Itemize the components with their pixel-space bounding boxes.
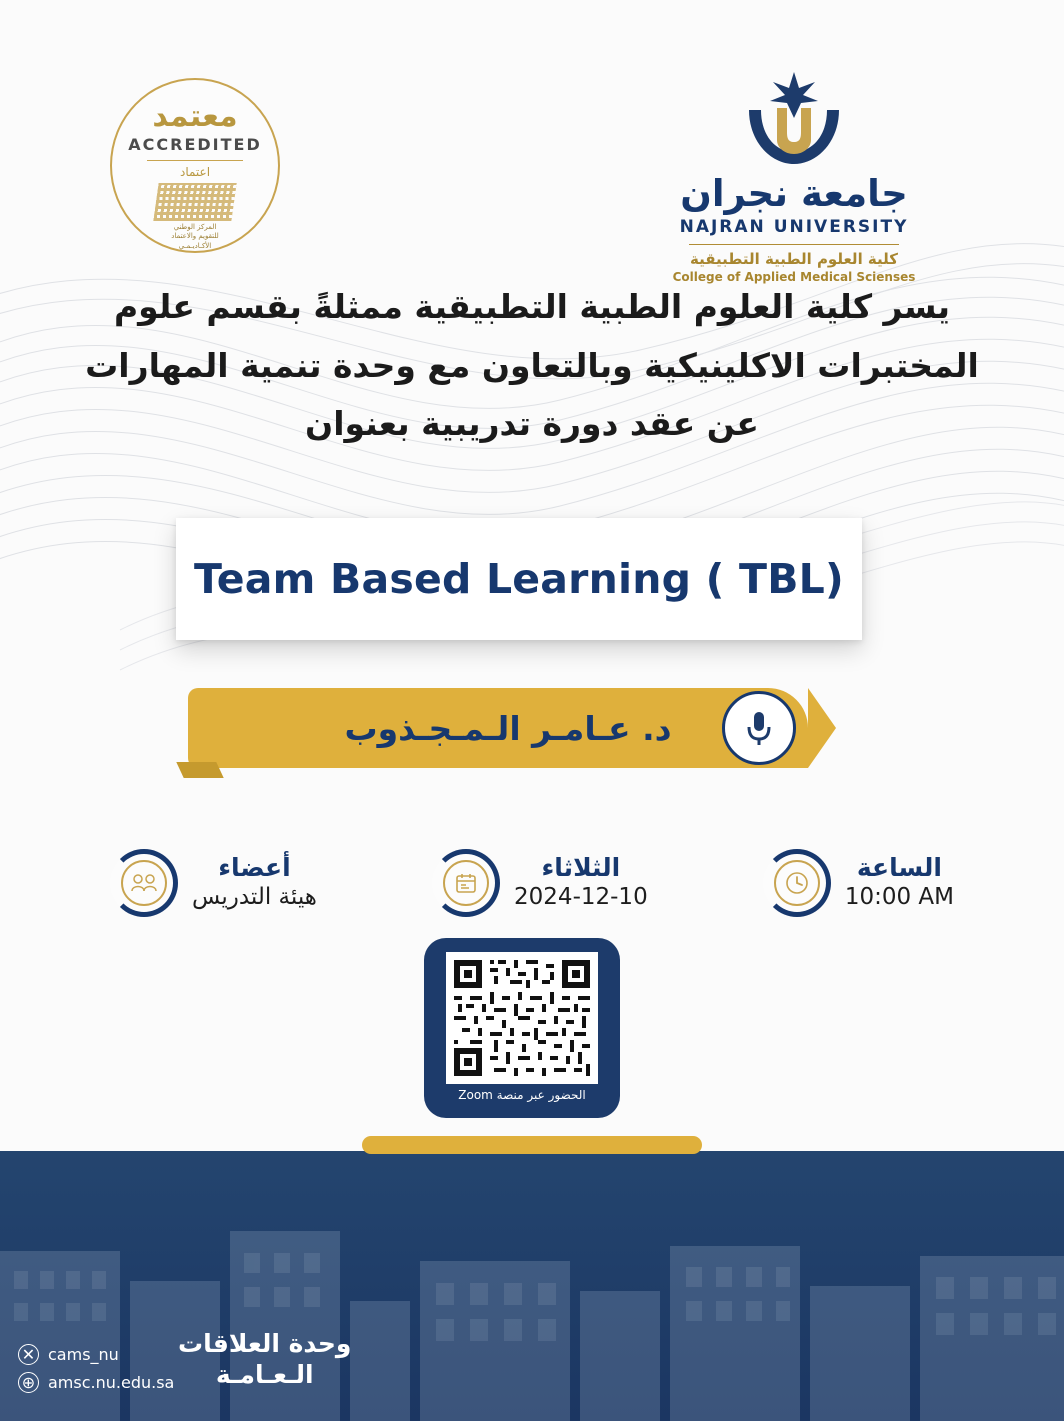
info-value: 2024-12-10: [514, 884, 648, 910]
accreditation-arabic-label: معتمد: [152, 99, 238, 134]
users-icon: [110, 849, 178, 917]
accreditation-pattern-icon: [153, 183, 236, 221]
qr-card[interactable]: [424, 938, 620, 1118]
course-title-block: [176, 518, 862, 640]
qr-code-icon[interactable]: [446, 952, 598, 1084]
globe-icon: ⊕: [18, 1372, 39, 1393]
footer: [0, 1151, 1064, 1421]
college-name-en: College of Applied Medical Scienses: [672, 270, 916, 284]
university-name-ar: جامعة نجران: [680, 172, 908, 215]
info-text-group: [192, 854, 317, 912]
clock-inner: [774, 860, 820, 906]
microphone-icon: [722, 691, 796, 765]
footer-unit-line-1: وحدة العلاقات: [178, 1329, 352, 1358]
accreditation-badge: [110, 78, 280, 253]
footer-website-line[interactable]: [18, 1372, 174, 1393]
footer-divider-pill: [362, 1136, 702, 1154]
info-text-group: [514, 854, 648, 912]
footer-contact: [18, 1337, 174, 1393]
speaker-ribbon: [188, 688, 838, 768]
accreditation-center-line-2: للتقويم والاعتماد: [171, 232, 219, 241]
page-title: Team Based Learning ( TBL): [194, 555, 844, 603]
info-item-date: [432, 849, 648, 917]
info-item-audience: [110, 849, 317, 917]
ribbon-tail: [176, 762, 223, 778]
footer-social-line[interactable]: [18, 1344, 174, 1365]
info-label: أعضاء: [218, 853, 291, 883]
accreditation-english-label: ACCREDITED: [128, 135, 262, 154]
info-label: الثلاثاء: [541, 853, 621, 883]
accreditation-center-line-3: الأكـاديـمـي: [178, 241, 212, 250]
footer-unit-line-2: الـعـامـة: [215, 1360, 314, 1389]
calendar-inner: [443, 860, 489, 906]
university-logo: [629, 70, 959, 284]
footer-social-handle: cams_nu: [48, 1345, 119, 1364]
accreditation-center-line-1: المركز الوطني: [173, 222, 217, 231]
college-name-ar: كلية العلوم الطبية التطبيقية: [690, 250, 898, 268]
calendar-icon: [432, 849, 500, 917]
clock-icon: [763, 849, 831, 917]
info-value: 10:00 AM: [844, 884, 954, 910]
footer-unit-name: [178, 1329, 351, 1389]
intro-paragraph: يسر كلية العلوم الطبية التطبيقية ممثلةً بقسم علوم المختبرات الاكلينيكية وبالتعاون مع وحدة تنمية المهارات عن عقد دورة تدريبية بعنوان: [85, 287, 979, 444]
qr-caption: الحضور عبر منصة Zoom: [458, 1088, 586, 1102]
divider: [689, 244, 899, 245]
users-inner: [121, 860, 167, 906]
speaker-name: د. عـامـر الـمـجـذوب: [344, 708, 672, 748]
divider: [147, 160, 243, 161]
accreditation-center-name: [171, 223, 218, 251]
info-text-group: [845, 854, 954, 912]
info-value: هيئة التدريس: [192, 884, 317, 910]
accreditation-etmad-label: اعتماد: [179, 164, 211, 179]
university-name-en: NAJRAN UNIVERSITY: [679, 217, 909, 237]
info-label: الساعة: [856, 853, 942, 883]
x-twitter-icon: ✕: [18, 1344, 39, 1365]
university-emblem-icon: [629, 70, 959, 166]
footer-website: amsc.nu.edu.sa: [48, 1373, 175, 1392]
info-item-time: [763, 849, 954, 917]
event-details-row: [70, 838, 994, 928]
